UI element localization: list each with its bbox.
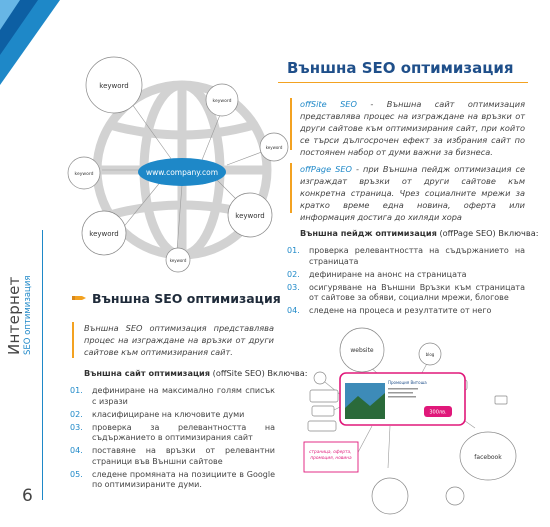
- offsite-paragraph: [300, 98, 525, 158]
- list-item: [70, 446, 275, 467]
- offsite-list: [70, 386, 275, 493]
- keyword-node-1: keyword: [99, 82, 129, 90]
- list-text: следене на процеса и резултатите от него: [309, 306, 492, 315]
- intro-paragraph: Външна SEO оптимизация представлява процес на изграждане на връзки от други сайтове към оптимизирания сайт.: [84, 323, 274, 357]
- list-number: 04.: [70, 446, 83, 455]
- list-text: поставяне на връзки от релевантни страници във Външни сайтове: [92, 446, 275, 466]
- quote-bar: [290, 163, 292, 213]
- keyword-node-4: keyword: [212, 99, 232, 104]
- list-item: [70, 410, 275, 421]
- list-item: [287, 246, 525, 267]
- quote-bar: [72, 322, 74, 358]
- sidebar-subtitle: SEO оптимизация: [23, 275, 33, 355]
- list-number: 02.: [70, 409, 83, 419]
- list-number: 02.: [287, 269, 300, 279]
- callout-text-line: страница, оферта,: [309, 450, 352, 455]
- page-number: 6: [22, 486, 33, 506]
- corner-decoration: [0, 0, 60, 85]
- blog-node-label: blog: [425, 352, 435, 357]
- keyword-globe-diagram: [62, 55, 302, 275]
- list-item: [287, 270, 525, 281]
- offsite-term: offSite SEO: [300, 99, 357, 109]
- list-text: осигуряване на Външни Връзки към страницата от сайтове за обяви, социални мрежи, блогове: [309, 282, 525, 302]
- keyword-node-7: keyword: [169, 258, 187, 263]
- list-text: класифициране на ключовите думи: [92, 409, 245, 419]
- offpage-list-title-rest: (offPage SEO) Включва:: [436, 228, 539, 238]
- keyword-node-6: keyword: [235, 212, 265, 220]
- quote-bar: [290, 98, 292, 150]
- offsite-list-title: [84, 368, 308, 378]
- offpage-list-title: [300, 228, 538, 238]
- callout-text-line: промоция, новина: [310, 456, 352, 461]
- list-number: 03.: [287, 282, 300, 292]
- offpage-list: [287, 246, 525, 319]
- list-number: 03.: [70, 422, 83, 432]
- list-number: 04.: [287, 306, 300, 315]
- list-text: дефиниране на анонс на страницата: [309, 269, 467, 279]
- promo-card-title: Промоция Витоша: [388, 380, 427, 385]
- offsite-list-title-rest: (offSite SEO) Включва:: [210, 368, 308, 378]
- center-node-label: www.company.com: [146, 168, 218, 177]
- list-item: [70, 470, 275, 491]
- left-heading: Външна SEO оптимизация: [92, 291, 281, 306]
- heading-underline: [278, 82, 528, 83]
- list-text: следене промяната на позициите в Google по оптимизираните думи.: [92, 469, 275, 489]
- keyword-node-3: keyword: [89, 230, 119, 238]
- website-node-label: website: [350, 347, 374, 354]
- sidebar-divider: [42, 230, 43, 500]
- promo-price-label: 300лв.: [429, 409, 447, 416]
- offpage-text: - при Външна пейдж оптимизация се изграждат връзки от други сайтове към конкретна страница. Чрез социалните мрежи за кратко време една новина, оферта или информация достига до хиляди хора: [300, 164, 525, 222]
- keyword-node-5: keyword: [265, 145, 283, 150]
- list-number: 05.: [70, 469, 83, 479]
- facebook-node-label: facebook: [474, 454, 502, 461]
- sidebar-title: Интернет: [5, 276, 23, 355]
- right-heading: Външна SEO оптимизация: [287, 59, 514, 77]
- list-item: [70, 386, 275, 407]
- list-item: [287, 283, 525, 304]
- offpage-term: offPage SEO: [300, 164, 352, 174]
- offpage-paragraph: [300, 163, 525, 223]
- offsite-list-title-bold: Външна сайт оптимизация: [84, 368, 211, 378]
- offpage-diagram: [300, 318, 540, 523]
- list-item: [70, 423, 275, 444]
- list-number: 01.: [70, 386, 83, 395]
- list-item: [287, 306, 525, 317]
- pencil-icon: [72, 293, 86, 303]
- offsite-text: - Външна сайт оптимизация представлява процес на изграждане на връзки от други сайтове към оптимизирания сайт, при който се търси дългосрочен ефект за избрания сайт по постоянен набор от думи важни за бизнеса.: [300, 99, 526, 157]
- keyword-node-2: keyword: [74, 172, 94, 177]
- list-text: проверка за релевантността на съдържанието в оптимизирания сайт: [92, 422, 275, 442]
- list-text: проверка релевантността на съдържанието на страницата: [309, 246, 525, 266]
- list-number: 01.: [287, 246, 300, 255]
- offpage-list-title-bold: Външна пейдж оптимизация: [300, 228, 437, 238]
- list-text: дефиниране на максимално голям списък с изрази: [92, 386, 275, 406]
